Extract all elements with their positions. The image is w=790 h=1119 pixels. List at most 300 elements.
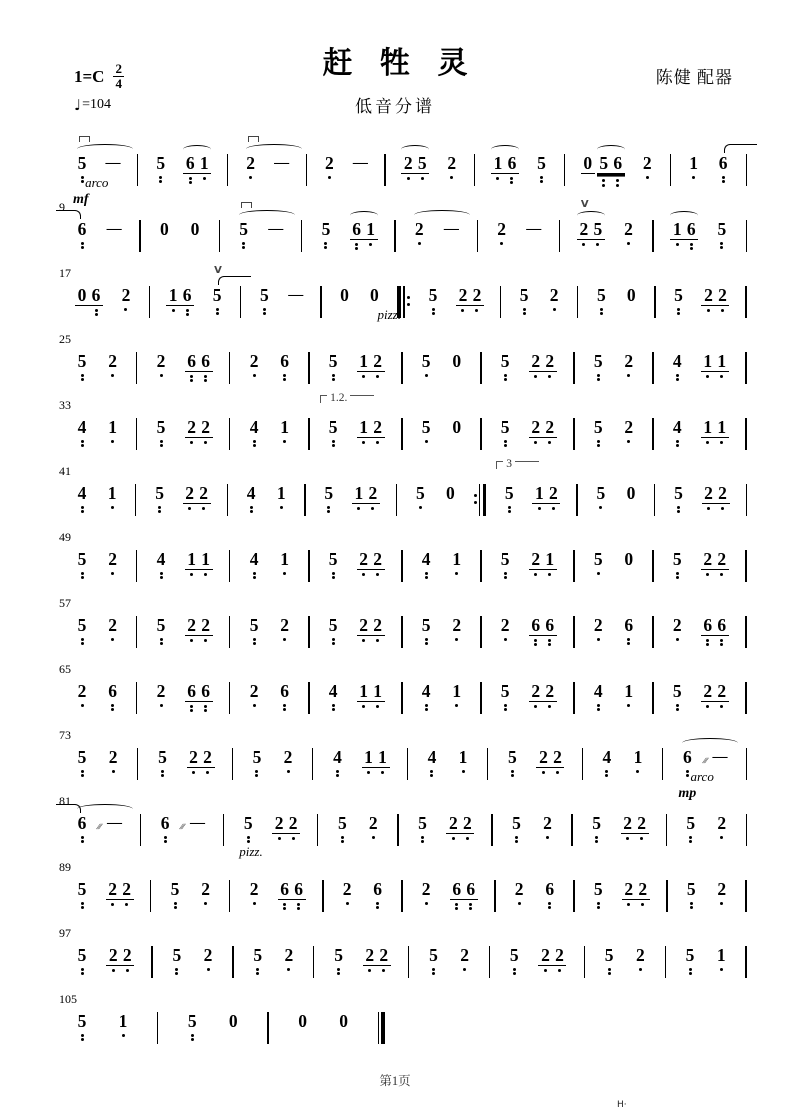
note-digit: 5 bbox=[685, 945, 695, 965]
octave-dots bbox=[119, 308, 133, 311]
note-digit: 1 bbox=[118, 1011, 128, 1031]
note-group bbox=[166, 286, 194, 316]
note-cell bbox=[73, 153, 109, 207]
measure-row bbox=[75, 747, 747, 801]
note-digit: 0 bbox=[228, 1011, 238, 1031]
note-cell bbox=[185, 550, 213, 576]
note-cell bbox=[671, 484, 685, 513]
note-digit: 0 bbox=[340, 285, 349, 305]
note-digit: 2 bbox=[77, 681, 87, 701]
note-cell bbox=[278, 616, 292, 641]
volta-label: 3 bbox=[506, 458, 513, 470]
note-group bbox=[426, 946, 440, 975]
octave-dots bbox=[75, 704, 89, 707]
note-digit: 1 bbox=[354, 483, 364, 503]
note-digit: 0 bbox=[583, 153, 593, 173]
note-group bbox=[456, 286, 484, 312]
barline bbox=[477, 220, 478, 252]
note-group bbox=[106, 748, 120, 773]
note-cell bbox=[296, 1012, 310, 1034]
note-cell bbox=[415, 814, 429, 843]
note-group bbox=[591, 682, 605, 711]
note-cell bbox=[187, 748, 215, 774]
note-digit: 1 bbox=[545, 549, 555, 569]
barline bbox=[312, 748, 313, 780]
octave-dots bbox=[278, 704, 292, 712]
octave-dots bbox=[75, 1034, 89, 1042]
octave-dots bbox=[106, 572, 120, 575]
note-digit: 0 bbox=[190, 219, 200, 239]
note-digit: 2 bbox=[541, 945, 550, 965]
tie-arc bbox=[414, 210, 470, 220]
octave-dots bbox=[335, 836, 349, 844]
note-cell bbox=[116, 1012, 130, 1037]
note-digit: 1 bbox=[168, 285, 178, 305]
note-cell bbox=[157, 220, 171, 242]
note-digit: 4 bbox=[77, 483, 87, 503]
score-line bbox=[59, 332, 747, 400]
note-group bbox=[153, 484, 167, 513]
note-digit: 2 bbox=[638, 879, 648, 899]
octave-dots bbox=[278, 440, 292, 443]
note-group bbox=[425, 748, 439, 777]
octave-dots bbox=[491, 177, 505, 185]
measure-number: 105 bbox=[59, 992, 77, 1006]
note-group bbox=[401, 154, 429, 180]
tremolo-mark: /// bbox=[701, 756, 708, 765]
octave-dots bbox=[201, 968, 215, 971]
note-cell bbox=[278, 880, 306, 910]
note-digit: 2 bbox=[359, 549, 369, 569]
note-cell bbox=[322, 154, 336, 179]
note-group bbox=[185, 352, 213, 382]
note-digit: 2 bbox=[249, 351, 259, 371]
octave-dots bbox=[278, 374, 292, 382]
note-cell bbox=[357, 550, 385, 576]
note-digit: 5 bbox=[593, 351, 603, 371]
note-digit: 5 bbox=[421, 417, 431, 437]
note-cell bbox=[450, 352, 464, 374]
note-group bbox=[105, 484, 119, 509]
note-cell bbox=[247, 880, 261, 905]
note-group bbox=[687, 154, 701, 179]
octave-dots bbox=[89, 309, 103, 317]
octave-dots bbox=[106, 770, 120, 773]
octave-dots bbox=[357, 375, 371, 378]
note-cell bbox=[633, 946, 647, 971]
octave-dots bbox=[362, 771, 376, 774]
octave-dots bbox=[684, 902, 698, 910]
note-digit: 6 bbox=[452, 879, 462, 899]
barline bbox=[480, 682, 481, 714]
note-group bbox=[701, 682, 729, 708]
barline bbox=[232, 748, 233, 780]
note-cell bbox=[450, 550, 464, 575]
note-digit: 2 bbox=[368, 483, 378, 503]
note-digit: 5 bbox=[77, 1011, 87, 1031]
note-digit: 1 bbox=[717, 351, 727, 371]
note-digit: 2 bbox=[717, 681, 727, 701]
note-digit: 5 bbox=[77, 615, 87, 635]
score-line bbox=[59, 530, 747, 598]
octave-dots bbox=[183, 177, 197, 185]
note-group bbox=[340, 880, 354, 905]
note-digit: 2 bbox=[704, 285, 713, 305]
barline bbox=[229, 550, 230, 582]
note-digit: 6 bbox=[108, 681, 117, 701]
note-cell bbox=[367, 285, 401, 322]
barline bbox=[317, 814, 318, 846]
note-group bbox=[450, 550, 464, 575]
note-group bbox=[529, 352, 557, 378]
note-digit: 1 bbox=[624, 681, 634, 701]
note-cell bbox=[75, 946, 89, 975]
barline bbox=[401, 880, 402, 912]
note-digit: 2 bbox=[280, 615, 290, 635]
note-cell bbox=[419, 880, 433, 905]
octave-dots bbox=[546, 507, 560, 510]
octave-dots bbox=[357, 573, 371, 576]
octave-dots bbox=[716, 176, 730, 184]
measure-number: 9 bbox=[59, 200, 65, 214]
barline bbox=[491, 814, 492, 846]
barline bbox=[313, 946, 314, 978]
note-digit: 1 bbox=[359, 417, 369, 437]
note-cell bbox=[622, 682, 636, 707]
octave-dots bbox=[75, 242, 89, 250]
barline bbox=[746, 220, 747, 252]
measure-row bbox=[75, 946, 747, 978]
barline bbox=[480, 418, 481, 450]
note-group bbox=[247, 352, 261, 377]
note-digit: 6 bbox=[718, 153, 728, 173]
octave-dots bbox=[185, 375, 199, 383]
note-group bbox=[357, 418, 385, 444]
note-digit: 1 bbox=[280, 417, 290, 437]
note-group bbox=[185, 616, 213, 642]
note-digit: 4 bbox=[156, 549, 166, 569]
measure-number: 73 bbox=[59, 728, 71, 742]
octave-dots bbox=[512, 902, 526, 905]
note-cell bbox=[419, 550, 433, 579]
octave-dots bbox=[154, 572, 168, 580]
note-digit: 2 bbox=[325, 153, 334, 173]
repeat-dots bbox=[474, 484, 477, 514]
barline bbox=[745, 946, 746, 978]
note-group bbox=[154, 682, 168, 707]
octave-dots bbox=[550, 771, 564, 774]
note-group bbox=[247, 616, 261, 645]
note-digit: 5 bbox=[429, 945, 438, 965]
barline bbox=[137, 154, 138, 186]
note-digit: 5 bbox=[156, 417, 166, 437]
note-cell bbox=[540, 814, 554, 839]
note-group bbox=[714, 946, 728, 971]
note-digit: 4 bbox=[249, 549, 259, 569]
note-group bbox=[154, 616, 168, 645]
octave-dots bbox=[470, 309, 484, 312]
note-cell bbox=[622, 550, 636, 572]
note-cell bbox=[278, 682, 292, 711]
note-group bbox=[517, 286, 531, 315]
barline bbox=[500, 286, 501, 318]
octave-dots bbox=[498, 374, 512, 382]
octave-dots bbox=[185, 573, 199, 576]
note-digit: 5 bbox=[421, 351, 431, 371]
octave-dots bbox=[419, 374, 433, 377]
note-digit: 6 bbox=[531, 615, 541, 635]
barline bbox=[397, 814, 398, 846]
note-group bbox=[498, 616, 512, 641]
note-group bbox=[362, 748, 390, 774]
octave-dots bbox=[456, 309, 470, 312]
duration-dash: — bbox=[526, 221, 542, 237]
octave-dots bbox=[597, 179, 611, 187]
note-cell bbox=[357, 418, 385, 444]
technique-label: pizz. bbox=[377, 307, 401, 322]
note-digit: 5 bbox=[77, 945, 87, 965]
octave-dots bbox=[622, 638, 636, 646]
note-cell bbox=[498, 352, 512, 381]
octave-dots bbox=[371, 705, 385, 708]
note-cell bbox=[75, 682, 89, 707]
note-digit: 6 bbox=[201, 681, 210, 701]
note-group bbox=[640, 154, 654, 179]
octave-dots bbox=[534, 176, 548, 184]
octave-dots bbox=[715, 242, 729, 250]
note-digit: 2 bbox=[284, 945, 294, 965]
note-group bbox=[631, 748, 645, 773]
note-digit: 2 bbox=[553, 747, 562, 767]
note-digit: 5 bbox=[593, 549, 603, 569]
barline bbox=[652, 616, 653, 648]
barline bbox=[223, 814, 224, 846]
note-digit: 5 bbox=[604, 945, 614, 965]
note-cell bbox=[350, 220, 378, 250]
note-digit: 2 bbox=[539, 747, 548, 767]
slur-arc bbox=[491, 145, 519, 154]
octave-dots bbox=[357, 441, 371, 444]
note-group bbox=[716, 154, 730, 183]
octave-dots bbox=[498, 572, 512, 580]
octave-dots bbox=[684, 836, 698, 844]
note-cell bbox=[498, 682, 512, 711]
note-group bbox=[247, 418, 261, 447]
note-digit: 5 bbox=[321, 219, 331, 239]
note-group bbox=[581, 154, 595, 177]
octave-dots bbox=[715, 309, 729, 312]
octave-dots bbox=[185, 441, 199, 444]
octave-dots bbox=[278, 903, 292, 911]
barline bbox=[308, 352, 309, 384]
octave-dots bbox=[702, 507, 716, 510]
note-digit: 2 bbox=[672, 615, 682, 635]
octave-dots bbox=[529, 639, 543, 647]
note-digit: 2 bbox=[624, 219, 633, 239]
octave-dots bbox=[529, 705, 543, 708]
octave-dots bbox=[199, 639, 213, 642]
barline bbox=[745, 550, 746, 582]
note-digit: 2 bbox=[447, 153, 457, 173]
barline bbox=[573, 682, 574, 714]
octave-dots bbox=[670, 638, 684, 641]
note-digit: 1 bbox=[280, 549, 290, 569]
octave-dots bbox=[105, 506, 119, 509]
octave-dots bbox=[319, 242, 333, 250]
duration-dash: — bbox=[106, 221, 122, 237]
note-cell bbox=[594, 484, 608, 509]
note-digit: 6 bbox=[182, 285, 192, 305]
octave-dots bbox=[247, 374, 261, 377]
octave-dots bbox=[237, 242, 251, 250]
octave-dots bbox=[505, 770, 519, 778]
octave-dots bbox=[687, 176, 701, 179]
barline bbox=[401, 550, 402, 582]
octave-dots bbox=[106, 638, 120, 641]
note-cell bbox=[445, 154, 459, 179]
note-group bbox=[75, 484, 89, 513]
note-cell bbox=[701, 418, 729, 444]
note-digit: 2 bbox=[122, 945, 132, 965]
note-cell bbox=[105, 484, 119, 509]
note-digit: 2 bbox=[545, 681, 555, 701]
octave-dots bbox=[536, 771, 550, 774]
note-group bbox=[75, 946, 89, 975]
note-digit: 2 bbox=[531, 549, 541, 569]
barline bbox=[666, 814, 667, 846]
note-digit: 5 bbox=[77, 747, 87, 767]
note-digit: 6 bbox=[201, 351, 210, 371]
barline bbox=[229, 418, 230, 450]
note-group bbox=[154, 352, 168, 377]
note-group bbox=[671, 286, 685, 315]
octave-dots bbox=[244, 506, 258, 514]
volta-label: 1.2. bbox=[330, 392, 348, 404]
note-cell bbox=[282, 946, 296, 971]
octave-dots bbox=[529, 375, 543, 378]
octave-dots bbox=[577, 243, 591, 246]
octave-dots bbox=[600, 770, 614, 778]
octave-dots bbox=[155, 770, 169, 778]
note-digit: 1 bbox=[364, 747, 373, 767]
octave-dots bbox=[326, 572, 340, 580]
octave-dots bbox=[547, 308, 561, 311]
note-digit: 6 bbox=[624, 615, 634, 635]
note-digit: 2 bbox=[156, 351, 166, 371]
note-group bbox=[367, 286, 381, 308]
note-digit: 5 bbox=[249, 615, 259, 635]
note-group bbox=[75, 813, 102, 843]
octave-dots bbox=[591, 704, 605, 712]
octave-dots bbox=[154, 440, 168, 448]
octave-dots bbox=[332, 968, 346, 976]
octave-dots bbox=[154, 176, 168, 184]
tempo-value: =104 bbox=[82, 96, 111, 112]
octave-dots bbox=[199, 375, 213, 383]
note-group bbox=[591, 880, 605, 909]
note-digit: 1 bbox=[373, 681, 383, 701]
barline bbox=[654, 286, 655, 318]
note-group bbox=[75, 550, 89, 579]
barline bbox=[480, 550, 481, 582]
note-cell bbox=[670, 352, 684, 381]
note-cell bbox=[594, 286, 608, 315]
note-group bbox=[281, 748, 295, 773]
barline bbox=[480, 352, 481, 384]
octave-dots bbox=[412, 242, 426, 245]
barline bbox=[746, 814, 747, 846]
arranger-credit: 陈健 配器 bbox=[655, 68, 733, 87]
note-digit: 2 bbox=[549, 285, 559, 305]
note-group bbox=[498, 550, 512, 579]
octave-dots bbox=[371, 902, 385, 910]
note-group bbox=[670, 550, 684, 579]
octave-dots bbox=[458, 968, 472, 971]
octave-dots bbox=[594, 308, 608, 316]
note-group bbox=[622, 880, 650, 906]
measure-row bbox=[75, 880, 747, 912]
note-cell bbox=[326, 352, 340, 381]
note-digit: 5 bbox=[596, 483, 606, 503]
note-cell bbox=[281, 748, 295, 773]
octave-dots bbox=[75, 309, 89, 317]
octave-dots bbox=[185, 639, 199, 642]
octave-dots bbox=[591, 638, 605, 641]
note-digit: 5 bbox=[596, 285, 606, 305]
note-cell bbox=[534, 154, 548, 183]
note-digit: 1 bbox=[366, 219, 375, 239]
octave-dots bbox=[540, 836, 554, 839]
note-digit: 5 bbox=[187, 1011, 197, 1031]
slur-arc bbox=[670, 211, 698, 220]
barline bbox=[407, 748, 408, 780]
note-group bbox=[278, 682, 292, 711]
duration-dash: — bbox=[105, 155, 121, 171]
score-line bbox=[59, 662, 747, 730]
measure-row bbox=[73, 153, 747, 207]
note-digit: 5 bbox=[328, 351, 338, 371]
note-cell bbox=[75, 352, 89, 381]
note-group bbox=[168, 880, 182, 909]
note-cell bbox=[183, 484, 211, 510]
octave-dots bbox=[247, 572, 261, 580]
note-digit: 5 bbox=[519, 285, 529, 305]
note-cell bbox=[278, 550, 292, 575]
octave-dots bbox=[621, 837, 635, 840]
octave-dots bbox=[591, 572, 605, 575]
note-cell bbox=[75, 286, 103, 316]
volta-bracket bbox=[320, 392, 374, 404]
note-digit: 2 bbox=[514, 879, 524, 899]
note-group bbox=[600, 748, 614, 777]
note-group bbox=[621, 814, 649, 840]
octave-dots bbox=[75, 506, 89, 514]
note-group bbox=[274, 484, 288, 509]
note-cell bbox=[251, 946, 265, 975]
octave-dots bbox=[591, 374, 605, 382]
octave-dots bbox=[419, 902, 433, 905]
note-digit: 1 bbox=[716, 945, 726, 965]
octave-dots bbox=[278, 638, 292, 641]
note-digit: 2 bbox=[108, 351, 117, 371]
note-group bbox=[106, 682, 120, 711]
octave-dots bbox=[498, 638, 512, 641]
octave-dots bbox=[199, 441, 213, 444]
note-group bbox=[415, 814, 429, 843]
octave-dots bbox=[75, 638, 89, 646]
note-digit: 5 bbox=[593, 879, 603, 899]
note-group bbox=[498, 418, 512, 447]
